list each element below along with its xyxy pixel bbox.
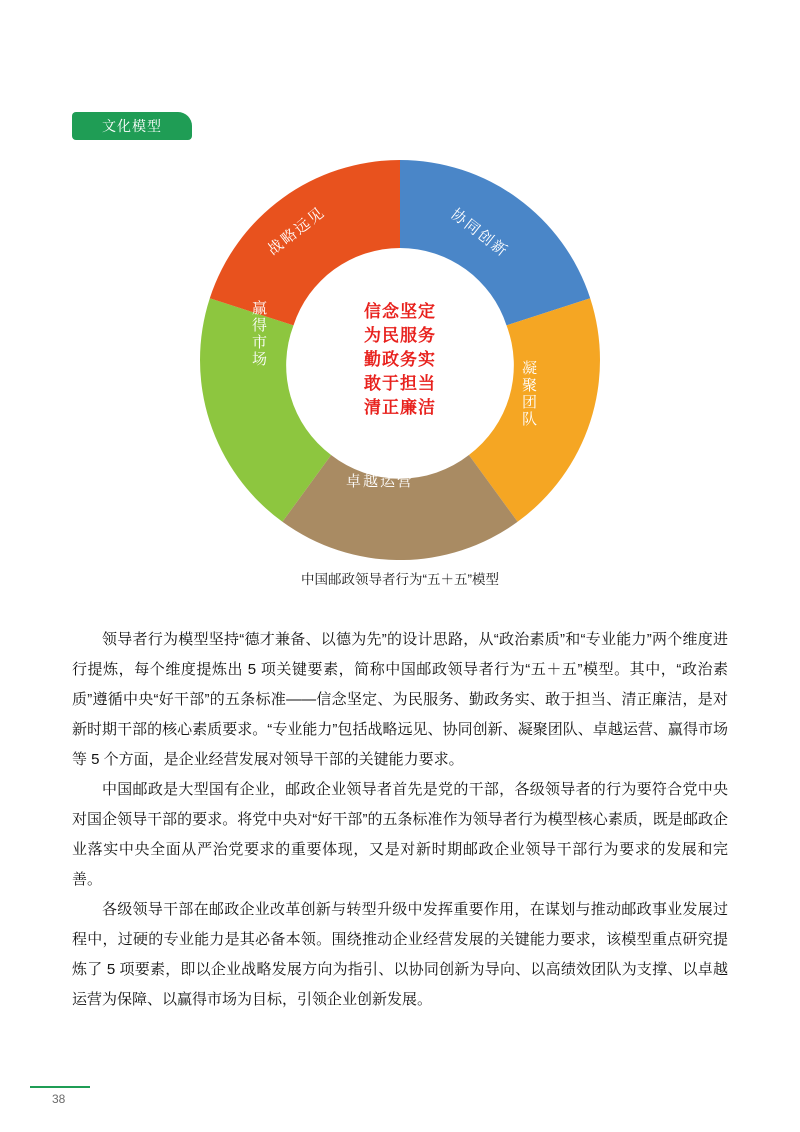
center-line-3: 勤政务实 — [364, 350, 436, 369]
paragraph-3: 各级领导干部在邮政企业改革创新与转型升级中发挥重要作用，在谋划与推动邮政事业发展过程中，过硬的专业能力是其必备本领。围绕推动企业经营发展的关键能力要求，该模型重点研究提炼了 5 项要素，即以企业战略发展方向为指引、以协同创新为导向、以高绩效团队为支撑、以卓越运营为保障、以赢得市场为目标，引领企业创新发展。 — [72, 901, 728, 1008]
section-tag: 文化模型 — [72, 112, 192, 140]
center-line-2: 为民服务 — [364, 326, 436, 345]
paragraph-2: 中国邮政是大型国有企业，邮政企业领导者首先是党的干部，各级领导者的行为要符合党中央对国企领导干部的要求。将党中央对“好干部”的五条标准作为领导者行为模型核心素质，既是邮政企业落实中央全面从严治党要求的重要体现，又是对新时期邮政企业领导干部行为要求的发展和完善。 — [72, 781, 728, 888]
segment-label-yingde-shichang: 赢得市场 — [250, 300, 267, 368]
page-number: 38 — [52, 1092, 66, 1106]
center-line-5: 清正廉洁 — [364, 398, 436, 417]
footer-divider — [30, 1086, 90, 1088]
segment-label-xietong-chuangxin: 协同创新 — [447, 205, 512, 261]
figure-caption: 中国邮政领导者行为“五＋五”模型 — [301, 572, 499, 587]
culture-model-figure — [0, 160, 800, 600]
body-text — [72, 625, 728, 1015]
segment-label-zhanlue-yuanjian: 战略远见 — [264, 203, 329, 259]
segment-label-ningju-tuandui: 凝聚团队 — [520, 360, 537, 428]
donut-chart — [200, 160, 600, 560]
donut-center-text — [364, 300, 436, 420]
center-line-1: 信念坚定 — [364, 302, 436, 321]
segment-label-zhuoyue-yunying: 卓越运营 — [346, 473, 415, 490]
center-line-4: 敢于担当 — [364, 374, 436, 393]
paragraph-1: 领导者行为模型坚持“德才兼备、以德为先”的设计思路，从“政治素质”和“专业能力”两个维度进行提炼，每个维度提炼出 5 项关键要素，简称中国邮政领导者行为“五＋五”模型。其中，“政治素质”遵循中央“好干部”的五条标准——信念坚定、为民服务、勤政务实、敢于担当、清正廉洁，是对新时期干部的核心素质要求。“专业能力”包括战略远见、协同创新、凝聚团队、卓越运营、赢得市场等 5 个方面，是企业经营发展对领导干部的关键能力要求。 — [72, 631, 728, 768]
